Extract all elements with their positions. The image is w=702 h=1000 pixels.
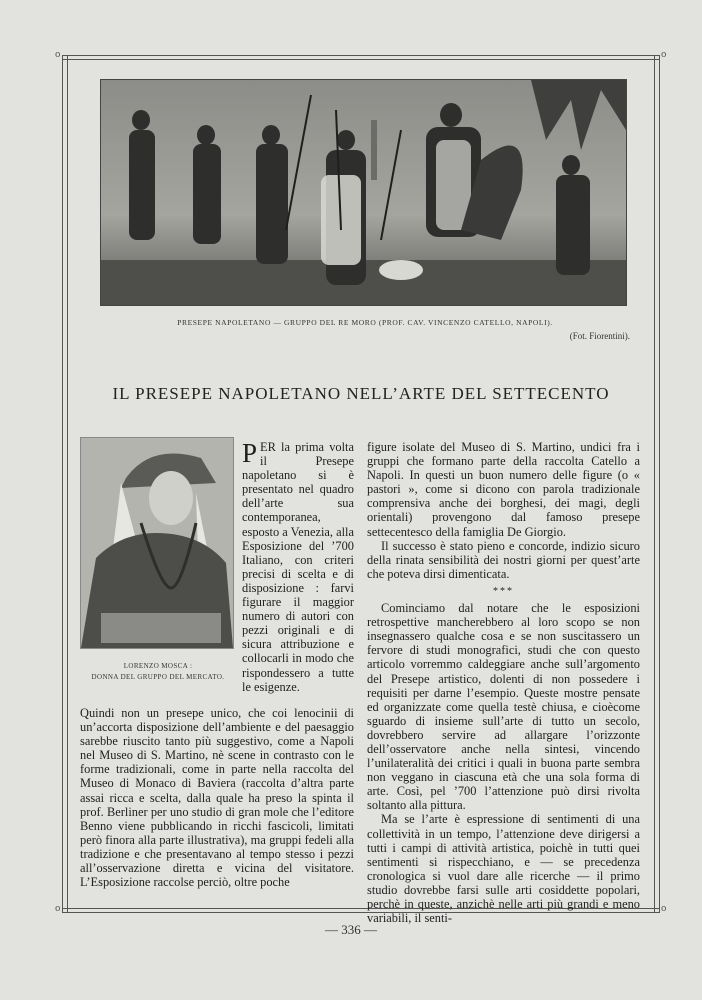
frame-top-rule-inner [62, 59, 660, 60]
body-text-narrow-column [242, 440, 354, 694]
body-text-wide-column [80, 706, 354, 889]
corner-ornament-icon: o [661, 904, 667, 914]
paragraph-opening: ER la prima volta il Presepe napoletano si è presentato nel quadro dell’arte sua contemporanea, esposto a Venezia, alla Esposizione del ’700 Italiano, con criteri precisi di scelta e di disposizione : farvi figurare il maggior numero di autori con pezzi originali e di sicura attribuzione e collocarli in modo che rispondessero a tutte le esigenze. [242, 440, 354, 694]
photo-caption: PRESEPE NAPOLETANO — GRUPPO DEL RE MORO (PROF. CAV. VINCENZO CATELLO, NAPOLI). [177, 318, 553, 327]
drop-cap: P [242, 438, 258, 468]
portrait-photo [80, 437, 234, 649]
portrait-caption-line-1: LORENZO MOSCA : [123, 662, 193, 670]
paragraph: Cominciamo dal notare che le esposizioni retrospettive mancherebbero al loro scopo se non insegnassero qualche cosa e se non suscitassero un fervore di studi monografici, studi che con questo articolo vorremmo caldeggiare anche sull’argomento del Presepe artistico, dolenti di non possedere i requisiti per darne l’esempio. Queste mostre pensate ed organizzate come quella testè chiusa, e cioècome sguardo di insieme sull’arte di tutto un secolo, dovrebbero servire ad allargare l’orizzonte dell’osservatore anche nella sintesi, vincendo l’unilateralità dei critici i quali in buona parte sembra non veggano in ciascuna età che una sola forma di arte. Così, pel ’700 l’attenzione può dirsi rivolta soltanto alla pittura. [367, 601, 640, 813]
section-separator: *** [493, 585, 514, 597]
corner-ornament-icon: o [55, 904, 61, 914]
article-title: IL PRESEPE NAPOLETANO NELL’ARTE DEL SETTECENTO [112, 384, 610, 403]
corner-ornament-icon: o [661, 50, 667, 60]
portrait-caption-line-2: DONNA DEL GRUPPO DEL MERCATO. [91, 673, 225, 681]
nativity-scene-photo [100, 79, 627, 306]
photo-credit: (Fot. Fiorentini). [569, 331, 630, 341]
page-number: — 336 — [325, 922, 377, 937]
woman-portrait-illustration [81, 438, 233, 648]
frame-top-rule [62, 55, 660, 56]
frame-left-rule [62, 55, 68, 912]
paragraph: Il successo è stato pieno e concorde, indizio sicuro della rinata sensibilità dei nostri giorni per quest’arte che poteva dirsi dimenticata. [367, 538, 640, 581]
nativity-scene-illustration [101, 80, 626, 305]
paragraph: figure isolate del Museo di S. Martino, undici fra i gruppi che formano parte della raccolta Catello a Napoli. In questi un buon numero delle figure (o « pastori », come si dicono con parola tradizionale comprensiva anche dei borghesi, dei magi, degli orientali) provengono dal famoso presepe settecentesco della famiglia De Giorgio. [367, 440, 640, 539]
frame-right-rule [654, 55, 660, 912]
body-text-right-column [367, 440, 640, 925]
paragraph: Ma se l’arte è espressione di sentimenti di una collettività in un tempo, l’attenzione deve dirigersi a tutti i campi di attività artistica, poichè in tutti quei sentimenti si rispecchiano, e — se precedenza cronologica si vuol dare alle ricerche — il primo studio dovrebbe farsi sulle arti cosiddette popolari, perchè in queste, anzichè nelle arti più grandi e meno variabili, il senti- [367, 812, 640, 926]
portrait-caption [78, 661, 238, 683]
corner-ornament-icon: o [55, 50, 61, 60]
paragraph-continued: Quindi non un presepe unico, che coi lenocinii di un’accorta disposizione dell’ambiente e del paesaggio sarebbe riuscito tanto più suggestivo, come a Napoli nel Museo di S. Martino, nè scene in contrasto con le forme tradizionali, come in parte nella raccolta del Museo di Monaco di Baviera (raccolta d’altra parte assai ricca e scelta, dalla quale ha preso la spinta il prof. Berliner per uno studio di gran mole che l’editore Benno viene pubblicando in ricchi fascicoli, limitati però finora alla parte illustrativa), ma gruppi fedeli alla tradizione e che presentavano al tempo stesso i pezzi all’osservazione diretta e vicina del visitatore. L’Esposizione raccolse perciò, oltre poche [80, 706, 354, 890]
